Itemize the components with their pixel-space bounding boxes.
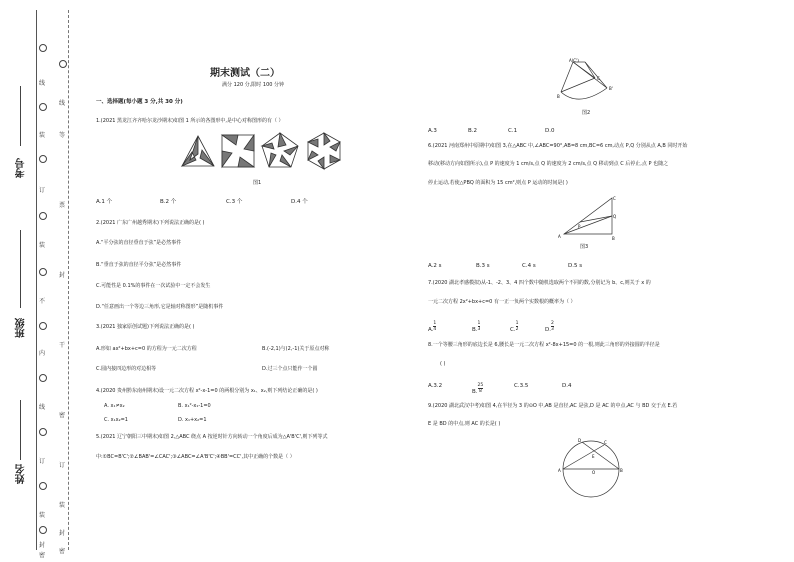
figure-4	[558, 436, 624, 502]
q7-option-c-num: 1	[515, 321, 519, 326]
binding-hole	[39, 155, 47, 163]
q3-option-a[interactable]: A.形如 ax²+bx+c=0 的方程为一元二次方程	[96, 346, 197, 352]
q6-option-d[interactable]: D.5 s	[568, 263, 583, 269]
q5-option-a[interactable]: A.3	[428, 128, 437, 134]
fig3-label-q: Q	[613, 214, 617, 219]
q9-text-2: E 是 BD 的中点,则 AC 的长是( )	[428, 421, 501, 427]
binding-line-2	[68, 10, 69, 550]
binding-char: 封	[59, 530, 66, 537]
binding-char: 干	[59, 342, 66, 349]
q7-option-b-num: 1	[477, 321, 481, 326]
fig1-caption: 图1	[253, 180, 262, 186]
q4-option-b[interactable]: B. x₁²-x₁-1=0	[178, 403, 211, 409]
fig2-label-a: A(C')	[569, 58, 579, 63]
binding-hole	[39, 482, 47, 490]
field-banji: 班级	[16, 318, 27, 338]
q7-option-c-den: 2	[515, 327, 519, 332]
q6-text-2: 移动(移动方向如图所示),点 P 的速度为 1 cm/s,点 Q 的速度为 2 cm/s,点 Q 移动到点 C 后停止,点 P 也随之	[428, 161, 669, 167]
page-subtitle: 满分 120 分,限时 100 分钟	[222, 82, 285, 88]
binding-char: 装	[39, 242, 46, 249]
q7-option-a-label: A.	[428, 327, 434, 333]
q5-text-1: 5.(2021 辽宁朝阳三中期末)如图 2,△ABC 绕点 A 按逆时针方向转动一个角度后成为△A'B'C',则下列等式	[96, 434, 328, 440]
field-xingming: 姓名	[16, 464, 27, 484]
q8-text-1: 8.一个等腰三角形的底边长是 6,腰长是一元二次方程 x²-8x+15=0 的一根,则此三角形的外接圆的半径是	[428, 342, 660, 348]
q5-option-c[interactable]: C.1	[508, 128, 518, 134]
q2-option-c[interactable]: C.可能性是 0.1%的事件在一次试验中一定不会发生	[96, 283, 211, 289]
q7-text-2: 一元二次方程 2x²+bx+c=0 有一正一负两个实数根的概率为（ ）	[428, 299, 576, 305]
fig4-label-e: E	[592, 454, 595, 459]
fig1-shape-4	[308, 133, 340, 169]
binding-char: 密	[59, 548, 66, 555]
q7-option-d[interactable]	[545, 316, 554, 335]
q7-option-c-label: C.	[510, 327, 516, 333]
binding-char: 封	[59, 272, 66, 279]
q7-option-d-num: 2	[550, 321, 554, 326]
q6-option-c[interactable]: C.4 s	[522, 263, 536, 269]
fig2-label-bp: B'	[609, 86, 613, 91]
q7-option-a-den: 4	[433, 327, 437, 332]
figure-3	[556, 194, 622, 242]
binding-hole	[39, 374, 47, 382]
q3-option-c[interactable]: C.圆内接四边形的对边相等	[96, 366, 157, 372]
q3-option-d[interactable]: D.过三个点只能作一个圆	[262, 366, 318, 372]
q1-text: 1.(2021 黑龙江齐齐哈尔龙沙期末)如图 1 所示的各图形中,是中心对称图形的有（ ）	[96, 118, 284, 124]
q3-option-b[interactable]: B.(-2,1)与(2,-1)关于原点对称	[262, 346, 330, 352]
fig4-label-a: A	[558, 468, 561, 473]
q8-option-b-label: B.	[472, 389, 478, 395]
fig2-caption: 图2	[582, 110, 591, 116]
binding-char: 不	[39, 298, 46, 305]
binding-char: 票	[59, 202, 66, 209]
fig4-label-o: O	[592, 470, 596, 475]
q7-option-d-den: 3	[550, 327, 554, 332]
q2-option-b[interactable]: B.“垂直于弦的直径平分弦”是必然事件	[96, 262, 182, 268]
q7-option-a-num: 1	[433, 321, 437, 326]
binding-line-1	[36, 10, 37, 550]
binding-char: 订	[39, 458, 46, 465]
binding-char: 线	[39, 80, 46, 87]
binding-hole	[39, 103, 47, 111]
field-banji-line[interactable]	[20, 230, 21, 308]
fig4-label-b: B	[620, 468, 623, 473]
q1-option-c[interactable]: C.3 个	[226, 199, 243, 205]
binding-char: 装	[39, 512, 46, 519]
fig1-shape-2	[222, 135, 254, 167]
q3-text: 3.(2021 独家原创试题)下列说法正确的是( )	[96, 324, 195, 330]
binding-char: 装	[59, 502, 66, 509]
q8-option-d[interactable]: D.4	[562, 383, 572, 389]
q8-text-2: ( )	[440, 361, 446, 367]
q8-option-b[interactable]	[472, 378, 483, 397]
q7-option-a[interactable]	[428, 316, 436, 335]
q7-option-b[interactable]	[472, 316, 480, 335]
binding-char: 密	[39, 552, 46, 559]
q8-option-b-num: 25	[477, 383, 484, 388]
binding-hole	[39, 212, 47, 220]
q4-option-c[interactable]: C. x₁x₂=1	[104, 417, 128, 423]
q9-text-1: 9.(2020 湖北武汉中考)如图 4,在半径为 3 的⊙O 中,AB 是直径,AC 是弦,D 是 AC 的中点,AC 与 BD 交于点 E.若	[428, 403, 678, 409]
binding-char: 内	[39, 350, 46, 357]
binding-char: 装	[39, 132, 46, 139]
q4-option-a[interactable]: A. x₁≠x₂	[104, 403, 125, 409]
q6-option-b[interactable]: B.3 s	[476, 263, 490, 269]
fig3-label-c: C	[613, 196, 616, 201]
binding-hole	[59, 60, 67, 68]
fig3-label-b: B	[612, 236, 615, 241]
fig1-shape-1	[182, 136, 214, 166]
binding-char: 订	[59, 462, 66, 469]
field-kaohao: 考号	[16, 158, 27, 178]
q7-text-1: 7.(2020 湖北孝感模拟)从-1、-2、3、4 四个数中随机选取两个不同的数,分别记为 b、c,则关于 x 的	[428, 280, 651, 286]
q7-option-d-label: D.	[545, 327, 551, 333]
figure-1	[178, 132, 346, 174]
q5-text-2: 中:①BC=B'C';②∠BAB'=∠CAC';③∠ABC=∠A'B'C';④BB'=CC',其中正确的个数是（ ）	[96, 454, 295, 460]
fig3-label-p: P	[578, 224, 581, 229]
binding-char: 线	[39, 404, 46, 411]
binding-hole	[39, 428, 47, 436]
q1-option-a[interactable]: A.1 个	[96, 199, 113, 205]
q8-option-a[interactable]: A.3.2	[428, 383, 443, 389]
q8-option-b-den: 8	[478, 389, 482, 394]
q6-text-1: 6.(2021 河南郑州中原期中)如图 3,在△ABC 中,∠ABC=90°,AB=8 cm,BC=6 cm,动点 P,Q 分别从点 A,B 同时开始	[428, 143, 688, 149]
q2-text: 2.(2021 广东广州越秀期末)下列说法正确的是( )	[96, 220, 205, 226]
q8-option-c[interactable]: C.3.5	[514, 383, 529, 389]
q7-option-b-label: B.	[472, 327, 478, 333]
fig1-shape-3	[262, 133, 298, 167]
q5-option-d[interactable]: D.0	[545, 128, 555, 134]
binding-hole	[39, 526, 47, 534]
q4-option-d[interactable]: D. x₁+x₂=1	[178, 417, 207, 423]
q5-option-b[interactable]: B.2	[468, 128, 478, 134]
q1-option-b[interactable]: B.2 个	[160, 199, 177, 205]
binding-char: 密	[59, 412, 66, 419]
fig3-caption: 图3	[580, 244, 589, 250]
binding-char: 封	[39, 542, 46, 549]
q4-text: 4.(2020 贵州黔东南州期末)设一元二次方程 x²-x-1=0 的两根分别为 x₁、x₂,则下列结论正确的是( )	[96, 388, 318, 394]
binding-char: 线	[59, 100, 66, 107]
page-title: 期末测试（二）	[210, 68, 280, 79]
fig4-label-c: C	[604, 440, 607, 445]
figure-2	[555, 58, 617, 108]
q7-option-b-den: 3	[477, 327, 481, 332]
binding-char: 等	[59, 132, 66, 139]
section-heading: 一、选择题(每小题 3 分,共 30 分)	[96, 99, 183, 105]
field-xingming-line[interactable]	[20, 400, 21, 460]
binding-char: 订	[39, 187, 46, 194]
q2-option-a[interactable]: A.“平分弦的直径垂直于弦”是必然事件	[96, 240, 182, 246]
binding-hole	[39, 44, 47, 52]
fig3-label-a: A	[558, 234, 561, 239]
q6-text-3: 停止运动,若使△PBQ 的面积为 15 cm²,则点 P 运动的时间是( )	[428, 180, 568, 186]
q2-option-d[interactable]: D.“任意画出一个等边三角形,它是轴对称图形”是随机事件	[96, 304, 224, 310]
binding-hole	[39, 322, 47, 330]
q1-option-d[interactable]: D.4 个	[291, 199, 308, 205]
fig2-label-b: B	[557, 94, 560, 99]
q6-option-a[interactable]: A.2 s	[428, 263, 442, 269]
fig2-label-c: C	[597, 76, 600, 81]
q7-option-c[interactable]	[510, 316, 518, 335]
binding-hole	[39, 268, 47, 276]
fig4-label-d: D	[578, 438, 582, 443]
field-kaohao-line[interactable]	[20, 86, 21, 146]
